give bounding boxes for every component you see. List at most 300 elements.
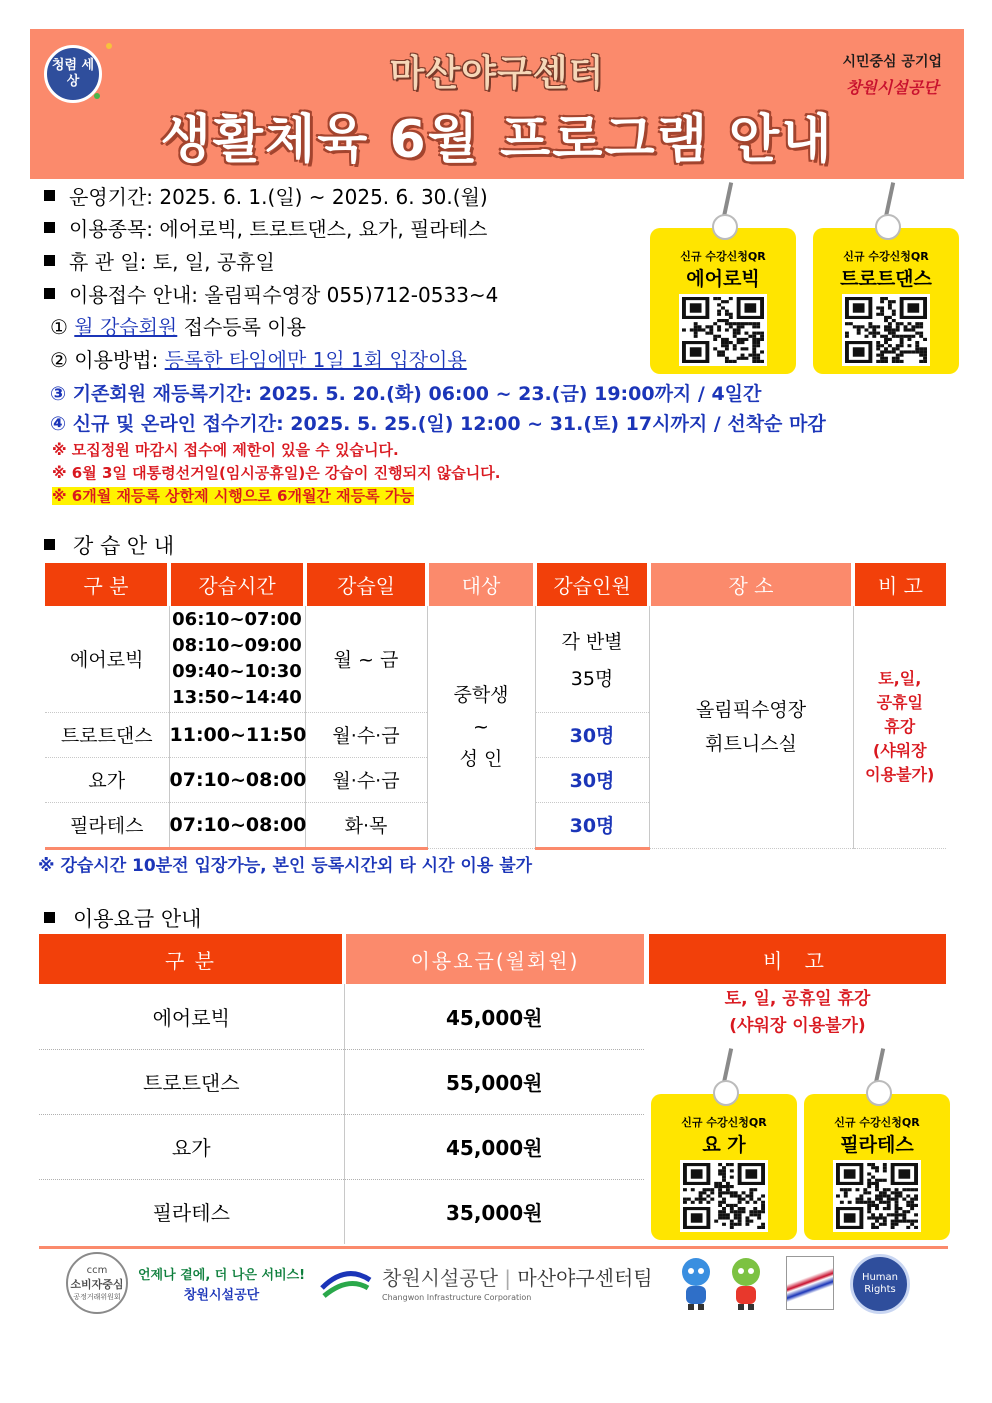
qr-module: [722, 1216, 726, 1219]
qr-module: [756, 357, 760, 360]
qr-module: [734, 1216, 738, 1219]
qr-module: [713, 322, 717, 325]
class-days: 월·수·금: [305, 712, 427, 757]
qr-module: [891, 1213, 895, 1216]
ccm-badge: [66, 1252, 128, 1314]
fee-col-header-category: 구 분: [39, 934, 344, 984]
qr-module: [706, 1201, 710, 1204]
qr-aerobic[interactable]: [650, 228, 796, 374]
qr-module: [738, 1216, 742, 1219]
qr-module: [694, 322, 698, 325]
qr-module: [741, 338, 745, 341]
qr-module: [879, 1216, 883, 1219]
qr-module: [902, 1210, 906, 1213]
qr-module: [888, 338, 892, 341]
qr-code-icon[interactable]: [679, 294, 767, 366]
qr-module: [718, 1194, 722, 1197]
qr-finder: [691, 1169, 703, 1178]
info-closed: [44, 246, 275, 275]
qr-module: [722, 1213, 726, 1216]
qr-module: [714, 1185, 718, 1188]
class-place: 올림픽수영장 휘트니스실: [649, 606, 853, 848]
qr-module: [892, 357, 896, 360]
qr-title: 요 가: [702, 1134, 746, 1156]
qr-module: [896, 325, 900, 328]
qr-module: [749, 1210, 753, 1213]
qr-module: [876, 306, 880, 309]
qr-module: [883, 1216, 887, 1219]
mascot-blue-icon: [674, 1254, 718, 1312]
qr-module: [725, 357, 729, 360]
qr-module: [744, 357, 748, 360]
qr-module: [880, 350, 884, 353]
program-name: 필라테스: [45, 802, 169, 848]
header-banner: [30, 29, 964, 179]
qr-module: [892, 360, 896, 363]
usage-method-link[interactable]: 등록한 타임에만 1일 1회 입장이용: [164, 348, 467, 372]
qr-module: [722, 1176, 726, 1179]
qr-module: [880, 360, 884, 363]
info-item-2-label: 이용방법:: [67, 348, 165, 372]
qr-module: [726, 1191, 730, 1194]
qr-module: [883, 1223, 887, 1226]
qr-module: [914, 1194, 918, 1197]
corp-logo-icon: [318, 1258, 374, 1308]
qr-module: [875, 1185, 879, 1188]
qr-pilates[interactable]: [804, 1094, 950, 1240]
qr-module: [840, 1188, 844, 1191]
qr-code-icon[interactable]: [842, 294, 930, 366]
qr-module: [741, 354, 745, 357]
fee-col-header-price: 이용요금(월회원): [344, 934, 644, 984]
qr-module: [703, 1191, 707, 1194]
qr-module: [906, 1226, 910, 1229]
qr-module: [730, 1169, 734, 1172]
qr-module: [725, 347, 729, 350]
qr-module: [883, 1169, 887, 1172]
qr-module: [725, 322, 729, 325]
class-days: 월·수·금: [305, 757, 427, 802]
qr-module: [744, 332, 748, 335]
qr-module: [867, 1198, 871, 1201]
qr-module: [888, 350, 892, 353]
monthly-member-link[interactable]: 월 강습회원: [74, 315, 178, 339]
qr-module: [911, 350, 915, 353]
info-reception-text: 이용접수 안내: 올림픽수영장 055)712-0533~4: [69, 283, 499, 307]
col-header-target: 대상: [427, 563, 535, 606]
qr-module: [872, 335, 876, 338]
qr-module: [756, 338, 760, 341]
qr-module: [713, 338, 717, 341]
qr-module: [698, 328, 702, 331]
qr-module: [761, 1201, 765, 1204]
qr-module: [865, 335, 869, 338]
qr-module: [725, 360, 729, 363]
info-period-text: 운영기간: 2025. 6. 1.(일) ~ 2025. 6. 30.(월): [69, 185, 488, 209]
qr-module: [710, 1198, 714, 1201]
qr-module: [895, 1223, 899, 1226]
qr-module: [730, 1194, 734, 1197]
qr-module: [887, 1213, 891, 1216]
table-row: [39, 1049, 644, 1114]
qr-module: [876, 354, 880, 357]
qr-module: [683, 1201, 687, 1204]
qr-module: [738, 1207, 742, 1210]
target-audience: 중학생 ~ 성 인: [427, 606, 535, 848]
qr-module: [760, 335, 764, 338]
qr-trot-dance[interactable]: [813, 228, 959, 374]
qr-module: [730, 1191, 734, 1194]
qr-module: [738, 1210, 742, 1213]
qr-module: [730, 1210, 734, 1213]
qr-module: [898, 1194, 902, 1197]
qr-module: [749, 1194, 753, 1197]
qr-module: [721, 350, 725, 353]
qr-module: [907, 335, 911, 338]
qr-module: [884, 335, 888, 338]
qr-module: [884, 325, 888, 328]
qr-module: [756, 341, 760, 344]
qr-module: [902, 1188, 906, 1191]
qr-module: [733, 347, 737, 350]
qr-module: [733, 328, 737, 331]
qr-module: [745, 1223, 749, 1226]
qr-module: [718, 1163, 722, 1166]
qr-module: [845, 332, 849, 335]
qr-module: [876, 325, 880, 328]
qr-module: [904, 328, 908, 331]
qr-module: [867, 1216, 871, 1219]
qr-module: [895, 1216, 899, 1219]
qr-module: [865, 328, 869, 331]
qr-module: [914, 1204, 918, 1207]
qr-finder: [690, 303, 702, 312]
qr-module: [895, 1207, 899, 1210]
qr-module: [694, 332, 698, 335]
qr-module: [744, 322, 748, 325]
qr-module: [722, 1166, 726, 1169]
fee-divider: [39, 1246, 948, 1249]
qr-module: [718, 1188, 722, 1191]
qr-module: [906, 1220, 910, 1223]
fee-header-row: [39, 934, 644, 984]
qr-yoga[interactable]: [651, 1094, 797, 1240]
qr-module: [875, 1179, 879, 1182]
qr-module: [725, 300, 729, 303]
qr-module: [919, 347, 923, 350]
qr-module: [757, 1210, 761, 1213]
capacity-label: 각 반별: [561, 630, 623, 653]
qr-module: [698, 325, 702, 328]
qr-module: [717, 310, 721, 313]
qr-module: [856, 1188, 860, 1191]
qr-module: [753, 1210, 757, 1213]
qr-module: [880, 297, 884, 300]
qr-module: [895, 1198, 899, 1201]
capacity-value: 30명: [535, 712, 649, 757]
corp-tagline-line1: 시민중심 공기업: [842, 54, 942, 70]
qr-module: [857, 328, 861, 331]
col-header-place: 장 소: [649, 563, 853, 606]
qr-module: [884, 347, 888, 350]
qr-module: [892, 313, 896, 316]
qr-module: [722, 1210, 726, 1213]
qr-module: [682, 328, 686, 331]
qr-module: [741, 357, 745, 360]
qr-module: [709, 328, 713, 331]
qr-module: [729, 297, 733, 300]
qr-module: [895, 1201, 899, 1204]
qr-module: [730, 1185, 734, 1188]
qr-module: [744, 347, 748, 350]
item-number: ②: [50, 348, 68, 372]
qr-module: [879, 1179, 883, 1182]
qr-module: [721, 300, 725, 303]
qr-module: [892, 300, 896, 303]
time-slot: 07:10~08:00: [169, 802, 305, 848]
qr-module: [910, 1201, 914, 1204]
qr-finder: [844, 1169, 856, 1178]
qr-module: [923, 360, 927, 363]
qr-module: [871, 1216, 875, 1219]
qr-module: [906, 1194, 910, 1197]
qr-module: [880, 310, 884, 313]
qr-module: [729, 316, 733, 319]
qr-module: [895, 1213, 899, 1216]
qr-module: [845, 335, 849, 338]
qr-module: [694, 335, 698, 338]
qr-module: [883, 1201, 887, 1204]
qr-module: [883, 1191, 887, 1194]
qr-module: [703, 1198, 707, 1201]
qr-module: [891, 1191, 895, 1194]
qr-module: [888, 316, 892, 319]
qr-module: [888, 332, 892, 335]
qr-module: [902, 1220, 906, 1223]
qr-module: [752, 360, 756, 363]
qr-module: [749, 1198, 753, 1201]
qr-module: [752, 335, 756, 338]
qr-module: [752, 344, 756, 347]
qr-module: [896, 322, 900, 325]
qr-module: [713, 335, 717, 338]
corp-tagline: [842, 51, 942, 98]
qr-module: [872, 332, 876, 335]
qr-module: [919, 354, 923, 357]
qr-module: [741, 325, 745, 328]
qr-module: [757, 1198, 761, 1201]
qr-module: [738, 1194, 742, 1197]
qr-module: [907, 338, 911, 341]
qr-module: [844, 1194, 848, 1197]
qr-module: [844, 1191, 848, 1194]
schedule-note: ※ 강습시간 10분전 입장가능, 본인 등록시간외 타 시간 이용 불가: [38, 856, 533, 876]
qr-module: [895, 1194, 899, 1197]
qr-code-icon[interactable]: [833, 1160, 921, 1232]
qr-module: [760, 360, 764, 363]
qr-module: [730, 1226, 734, 1229]
program-name: 요가: [45, 757, 169, 802]
qr-module: [868, 322, 872, 325]
qr-module: [730, 1204, 734, 1207]
qr-module: [737, 322, 741, 325]
qr-module: [898, 1191, 902, 1194]
qr-module: [887, 1201, 891, 1204]
qr-module: [871, 1176, 875, 1179]
qr-module: [906, 1204, 910, 1207]
qr-finder: [853, 303, 865, 312]
qr-finder: [907, 303, 919, 312]
qr-module: [717, 328, 721, 331]
qr-module: [883, 1188, 887, 1191]
qr-finder: [853, 347, 865, 356]
notice-re-registration: [52, 485, 414, 506]
certification-badge-icon: [786, 1256, 834, 1310]
qr-module: [892, 328, 896, 331]
info-item-2: [50, 344, 467, 373]
qr-module: [914, 1220, 918, 1223]
qr-module: [880, 306, 884, 309]
qr-module: [694, 325, 698, 328]
qr-module: [907, 344, 911, 347]
qr-module: [760, 338, 764, 341]
qr-module: [861, 325, 865, 328]
qr-module: [907, 322, 911, 325]
qr-module: [863, 1188, 867, 1191]
info-reception: [44, 279, 498, 308]
qr-module: [875, 1207, 879, 1210]
qr-module: [872, 328, 876, 331]
qr-module: [907, 350, 911, 353]
qr-module: [915, 344, 919, 347]
qr-module: [884, 319, 888, 322]
qr-module: [748, 322, 752, 325]
qr-module: [705, 325, 709, 328]
qr-module: [761, 1207, 765, 1210]
qr-caption: 신규 수강신청QR: [681, 1116, 767, 1129]
qr-module: [748, 335, 752, 338]
ccm-main: 소비자중심: [70, 1277, 124, 1291]
qr-module: [919, 322, 923, 325]
qr-module: [683, 1198, 687, 1201]
qr-module: [718, 1201, 722, 1204]
qr-caption: 신규 수강신청QR: [680, 250, 766, 263]
qr-module: [907, 328, 911, 331]
qr-module: [694, 328, 698, 331]
integrity-logo-text: 청렴 세상: [51, 58, 95, 89]
qr-module: [891, 1198, 895, 1201]
qr-module: [753, 1201, 757, 1204]
qr-module: [900, 354, 904, 357]
qr-finder: [745, 1169, 757, 1178]
qr-module: [891, 1220, 895, 1223]
qr-module: [752, 341, 756, 344]
qr-module: [884, 360, 888, 363]
time-slot: 13:50~14:40: [172, 686, 302, 708]
qr-module: [733, 360, 737, 363]
qr-module: [911, 335, 915, 338]
qr-module: [721, 306, 725, 309]
qr-module: [742, 1210, 746, 1213]
qr-module: [737, 338, 741, 341]
qr-module: [867, 1179, 871, 1182]
qr-module: [884, 338, 888, 341]
capacity-value: 35명: [570, 667, 614, 690]
qr-module: [714, 1220, 718, 1223]
qr-module: [749, 1191, 753, 1194]
qr-module: [753, 1213, 757, 1216]
item-number: ①: [50, 315, 68, 339]
qr-module: [875, 1194, 879, 1197]
qr-module: [741, 341, 745, 344]
qr-module: [718, 1216, 722, 1219]
qr-module: [914, 1198, 918, 1201]
qr-module: [915, 341, 919, 344]
capacity-value: 30명: [535, 757, 649, 802]
qr-module: [883, 1194, 887, 1197]
qr-module: [726, 1182, 730, 1185]
qr-module: [722, 1169, 726, 1172]
qr-module: [898, 1220, 902, 1223]
qr-module: [752, 325, 756, 328]
qr-code-icon[interactable]: [680, 1160, 768, 1232]
qr-module: [875, 1169, 879, 1172]
schedule-heading-text: 강 습 안 내: [73, 534, 175, 558]
qr-module: [875, 1226, 879, 1229]
qr-module: [733, 322, 737, 325]
qr-module: [923, 347, 927, 350]
qr-module: [888, 325, 892, 328]
qr-module: [742, 1191, 746, 1194]
fee-value: 45,000원: [344, 984, 644, 1049]
qr-module: [910, 1220, 914, 1223]
ccm-sub: 공정거래위원회: [73, 1292, 121, 1301]
qr-module: [702, 328, 706, 331]
qr-module: [718, 1185, 722, 1188]
qr-module: [880, 344, 884, 347]
qr-module: [910, 1207, 914, 1210]
qr-module: [895, 1204, 899, 1207]
qr-module: [752, 322, 756, 325]
qr-module: [900, 360, 904, 363]
class-days: 월 ~ 금: [305, 606, 427, 712]
qr-module: [892, 319, 896, 322]
qr-module: [756, 360, 760, 363]
qr-module: [699, 1198, 703, 1201]
qr-module: [734, 1210, 738, 1213]
fee-remark: 토, 일, 공휴일 휴강 (샤워장 이용불가): [724, 989, 871, 1036]
qr-module: [756, 344, 760, 347]
capacity-value: 30명: [535, 802, 649, 848]
qr-module: [883, 1166, 887, 1169]
qr-module: [760, 332, 764, 335]
corp-name-en: Changwon Infrastructure Corporation: [382, 1293, 532, 1302]
qr-module: [919, 332, 923, 335]
qr-module: [919, 335, 923, 338]
qr-module: [760, 350, 764, 353]
qr-module: [691, 1201, 695, 1204]
qr-module: [717, 335, 721, 338]
qr-module: [887, 1188, 891, 1191]
qr-module: [896, 344, 900, 347]
qr-module: [871, 1166, 875, 1169]
qr-module: [836, 1194, 840, 1197]
qr-module: [730, 1220, 734, 1223]
qr-module: [883, 1179, 887, 1182]
qr-module: [718, 1213, 722, 1216]
qr-module: [887, 1207, 891, 1210]
bullet-icon: [44, 222, 55, 233]
